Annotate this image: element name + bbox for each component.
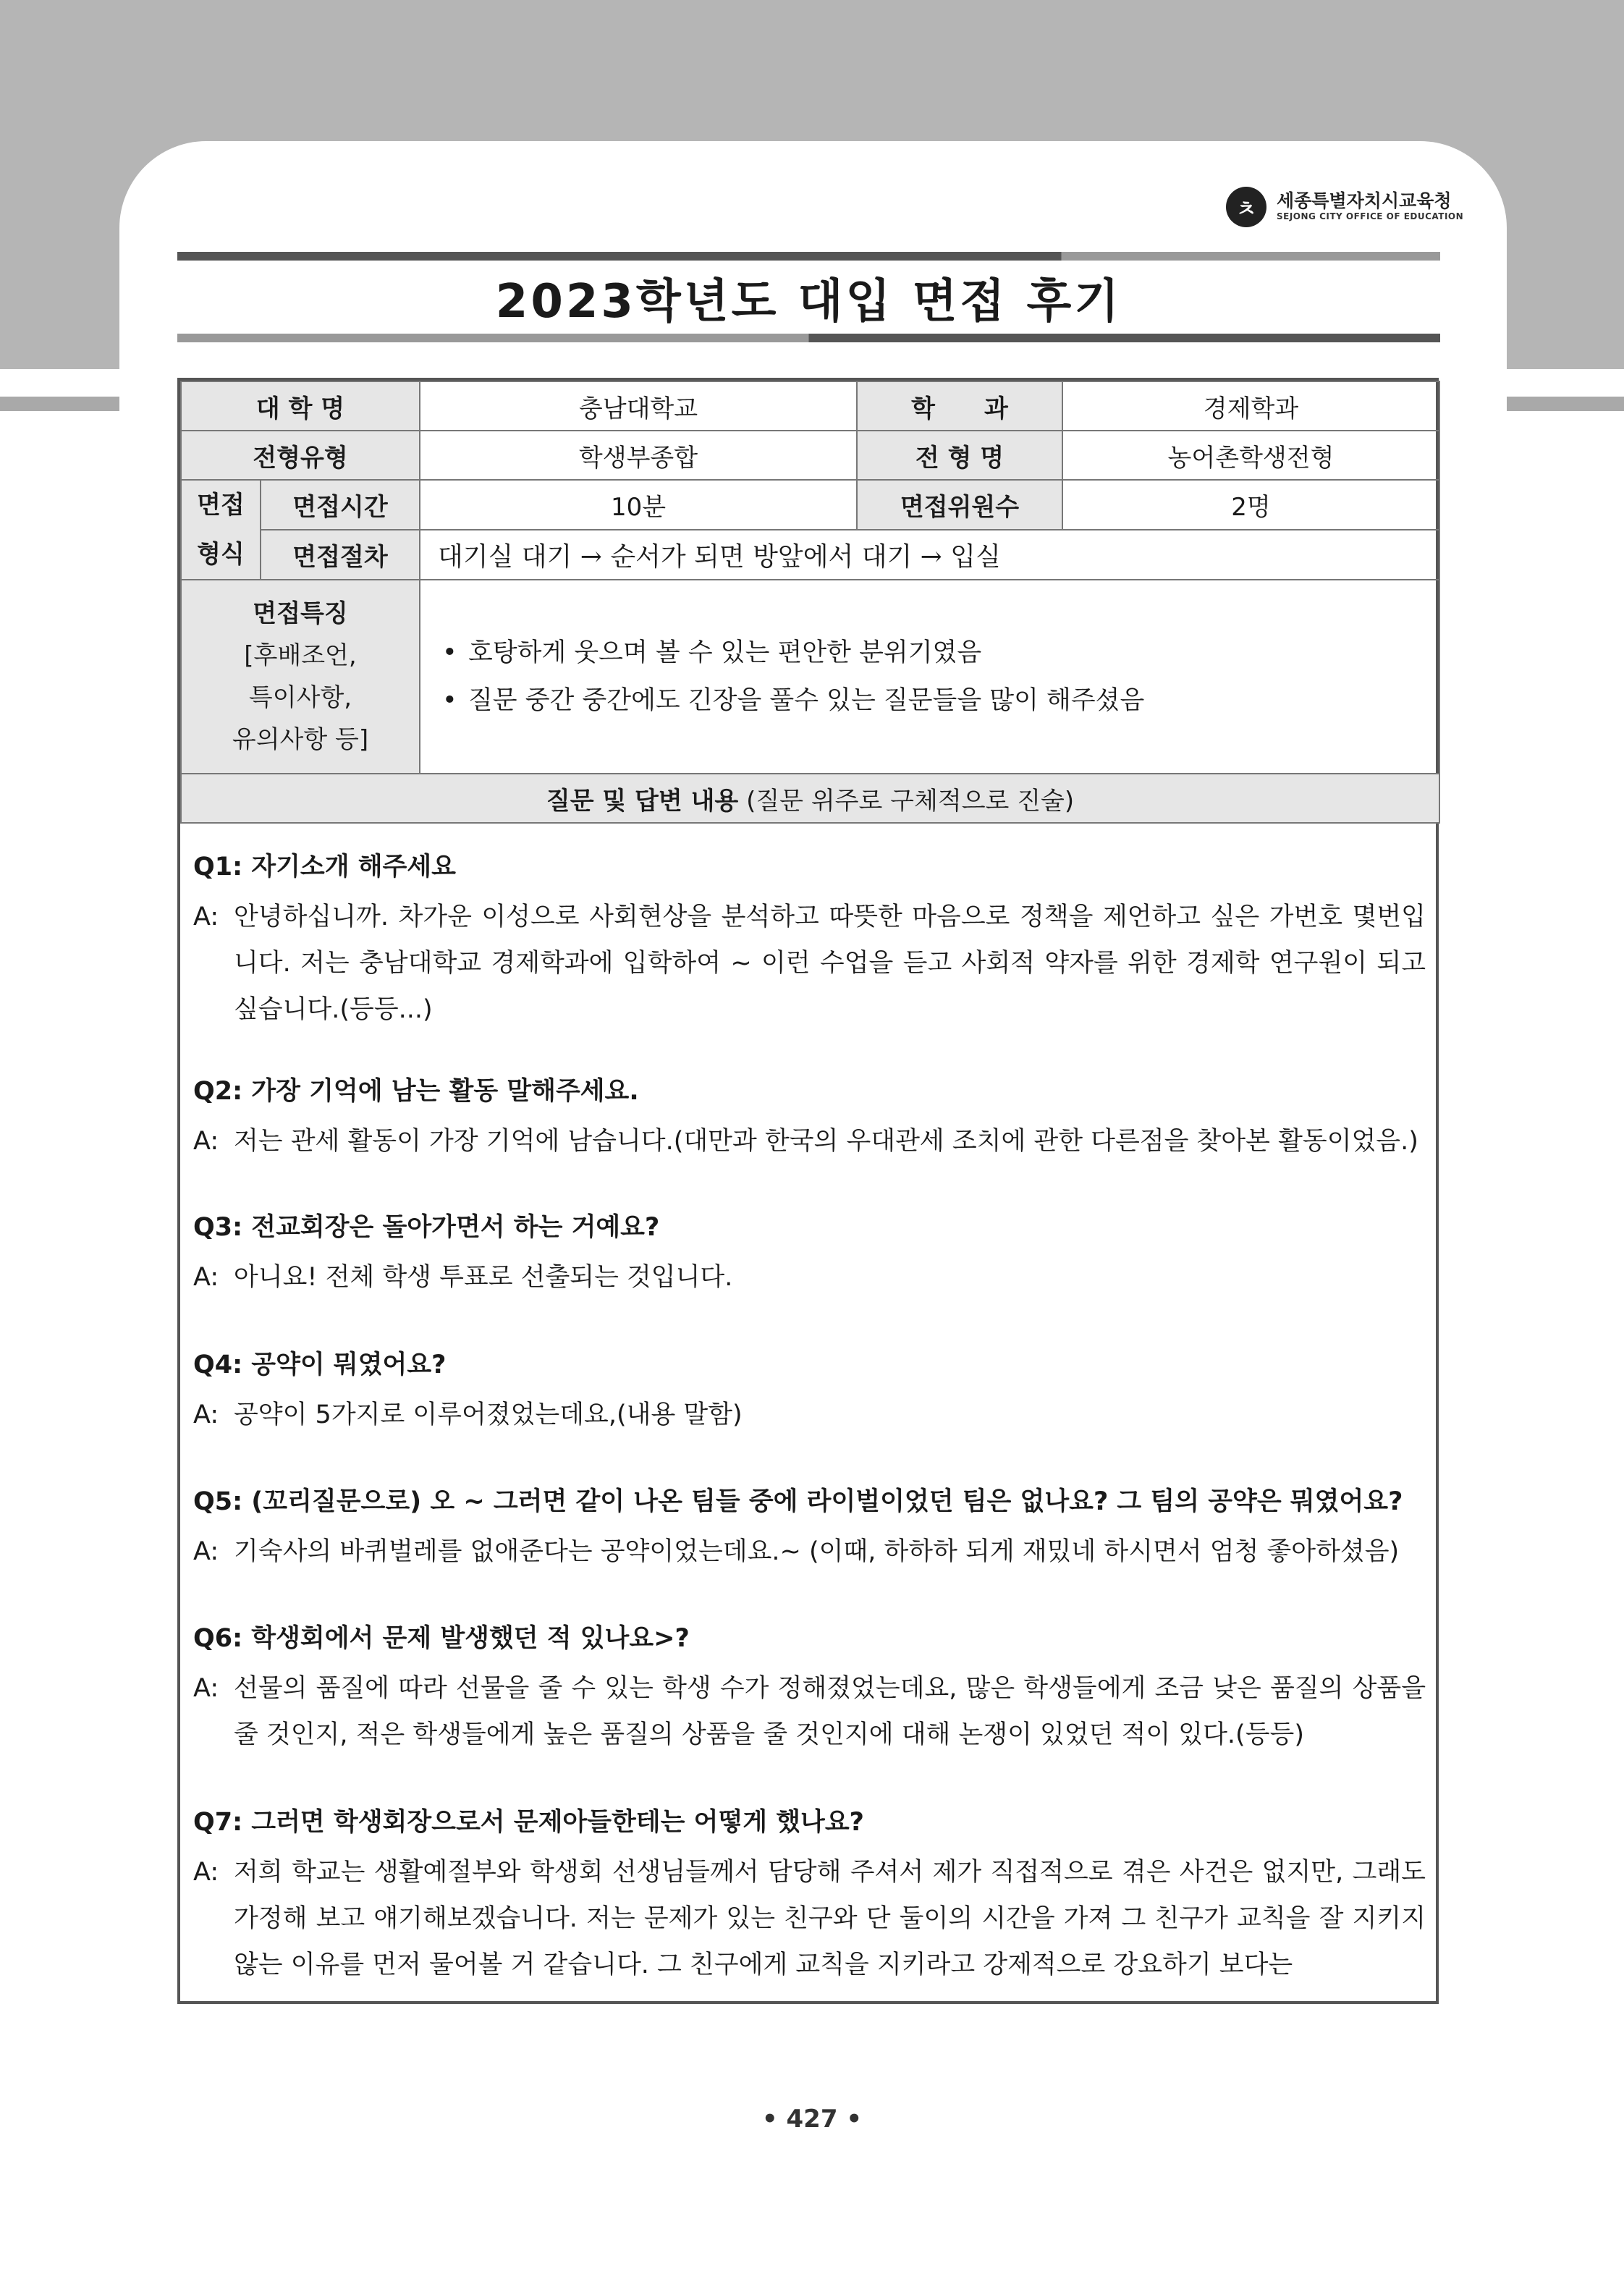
answer-text: 공약이 5가지로 이루어졌었는데요,(내용 말함) bbox=[234, 1400, 743, 1429]
question-3: Q3: 전교회장은 돌아가면서 하는 거예요? bbox=[193, 1213, 660, 1242]
answer-text: 저희 학교는 생활예절부와 학생회 선생님들께서 담당해 주셔서 제가 직접적으로 겪은 사건은 없지만, 그래도 가정해 보고 얘기해보겠습니다. 저는 문제가 있는 친구와 단 둘이의 시간을 가져 그 친구가 교칙을 잘 지키지 않는 이유를 먼저 물어볼 거 같습니다. 그 친구에게 교칙을 지키라고 강제적으로 강요하기 보다는 bbox=[234, 1858, 1426, 1979]
feature-bullet: • 질문 중간 중간에도 긴장을 풀수 있는 질문들을 많이 해주셨음 bbox=[439, 677, 1439, 724]
answer-3 bbox=[193, 1254, 1426, 1301]
answer-5 bbox=[193, 1529, 1426, 1575]
features-subtitle-1: [후배조언, bbox=[244, 641, 357, 670]
answer-2 bbox=[193, 1118, 1426, 1164]
format-label bbox=[181, 480, 261, 580]
answer-1 bbox=[193, 894, 1426, 1033]
side-stripe-left bbox=[0, 397, 119, 411]
answer-text: 기숙사의 바퀴벌레를 없애준다는 공약이었는데요.~ (이때, 하하하 되게 재밌네 하시면서 엄청 좋아하셨음) bbox=[234, 1537, 1400, 1566]
department-label: 학 과 bbox=[857, 381, 1062, 431]
qa-section-header bbox=[181, 774, 1439, 823]
procedure-value: 대기실 대기 → 순서가 되면 방앞에서 대기 → 입실 bbox=[420, 530, 1439, 580]
answer-text: 안녕하십니까. 차가운 이성으로 사회현상을 분석하고 따뜻한 마음으로 정책을 제언하고 싶은 가번호 몇번입니다. 저는 충남대학교 경제학과에 입학하여 ~ 이런 수업을 듣고 사회적 약자를 위한 경제학 연구원이 되고 싶습니다.(등등...) bbox=[234, 902, 1426, 1024]
answer-prefix: A: bbox=[193, 1127, 219, 1156]
page-number: • 427 • bbox=[761, 2105, 863, 2134]
admission-name-label: 전 형 명 bbox=[857, 431, 1062, 480]
answer-7 bbox=[193, 1849, 1426, 1988]
duration-value: 10분 bbox=[420, 480, 857, 530]
features-subtitle-2: 특이사항, bbox=[248, 683, 352, 712]
interviewers-value: 2명 bbox=[1062, 480, 1439, 530]
features-label bbox=[181, 580, 420, 774]
admission-type-value: 학생부종합 bbox=[420, 431, 857, 480]
answer-4 bbox=[193, 1392, 1426, 1438]
university-label: 대 학 명 bbox=[181, 381, 420, 431]
org-name-en: SEJONG CITY OFFICE OF EDUCATION bbox=[1277, 211, 1464, 221]
feature-bullet: • 호탕하게 웃으며 볼 수 있는 편안한 분위기였음 bbox=[439, 629, 1439, 677]
title-rule-bottom bbox=[177, 334, 1440, 342]
answer-6 bbox=[193, 1665, 1426, 1758]
question-4: Q4: 공약이 뭐였어요? bbox=[193, 1350, 447, 1379]
features-subtitle-3: 유의사항 등] bbox=[232, 725, 369, 754]
question-7: Q7: 그러면 학생회장으로서 문제아들한테는 어떻게 했나요? bbox=[193, 1808, 864, 1837]
duration-label: 면접시간 bbox=[261, 480, 420, 530]
question-1: Q1: 자기소개 해주세요 bbox=[193, 853, 456, 881]
qa-header-title: 질문 및 답변 내용 bbox=[546, 786, 739, 816]
page-title: 2023학년도 대입 면접 후기 bbox=[495, 275, 1122, 329]
page-number-value: 427 bbox=[786, 2105, 838, 2134]
answer-text: 선물의 품질에 따라 선물을 줄 수 있는 학생 수가 정해졌었는데요, 많은 학생들에게 조금 낮은 품질의 상품을 줄 것인지, 적은 학생들에게 높은 품질의 상품을 줄 것인지에 대해 논쟁이 있었던 적이 있다.(등등) bbox=[234, 1674, 1426, 1749]
interview-form bbox=[177, 378, 1439, 2004]
format-label-line-1: 면접 bbox=[197, 491, 245, 520]
answer-text: 아니요! 전체 학생 투표로 선출되는 것입니다. bbox=[234, 1263, 733, 1292]
admission-name-value: 농어촌학생전형 bbox=[1062, 431, 1439, 480]
org-logo bbox=[1226, 185, 1464, 229]
answer-prefix: A: bbox=[193, 1858, 219, 1887]
answer-prefix: A: bbox=[193, 1263, 219, 1292]
answer-text: 저는 관세 활동이 가장 기억에 남습니다.(대만과 한국의 우대관세 조치에 관한 다른점을 찾아본 활동이었음.) bbox=[234, 1127, 1418, 1156]
format-label-line-2: 형식 bbox=[197, 540, 245, 569]
admission-type-label: 전형유형 bbox=[181, 431, 420, 480]
side-stripe-right bbox=[1507, 397, 1624, 411]
procedure-label: 면접절차 bbox=[261, 530, 420, 580]
question-2: Q2: 가장 기억에 남는 활동 말해주세요. bbox=[193, 1077, 639, 1106]
department-value: 경제학과 bbox=[1062, 381, 1439, 431]
question-6: Q6: 학생회에서 문제 발생했던 적 있나요>? bbox=[193, 1624, 690, 1653]
title-rule-top bbox=[177, 252, 1440, 261]
question-5: Q5: (꼬리질문으로) 오 ~ 그러면 같이 나온 팀들 중에 라이벌이었던 팀은 없나요? 그 팀의 공약은 뭐였어요? bbox=[193, 1487, 1403, 1516]
org-logo-icon: ㅊ bbox=[1226, 187, 1266, 227]
university-value: 충남대학교 bbox=[420, 381, 857, 431]
answer-prefix: A: bbox=[193, 1537, 219, 1566]
features-content bbox=[420, 580, 1439, 774]
qa-header-note: (질문 위주로 구체적으로 진술) bbox=[738, 786, 1075, 816]
features-title: 면접특징 bbox=[253, 599, 348, 628]
answer-prefix: A: bbox=[193, 1674, 219, 1703]
answer-prefix: A: bbox=[193, 902, 219, 931]
answer-prefix: A: bbox=[193, 1400, 219, 1429]
interviewers-label: 면접위원수 bbox=[857, 480, 1062, 530]
org-name: 세종특별자치시교육청 bbox=[1277, 190, 1452, 211]
info-table bbox=[180, 381, 1440, 824]
